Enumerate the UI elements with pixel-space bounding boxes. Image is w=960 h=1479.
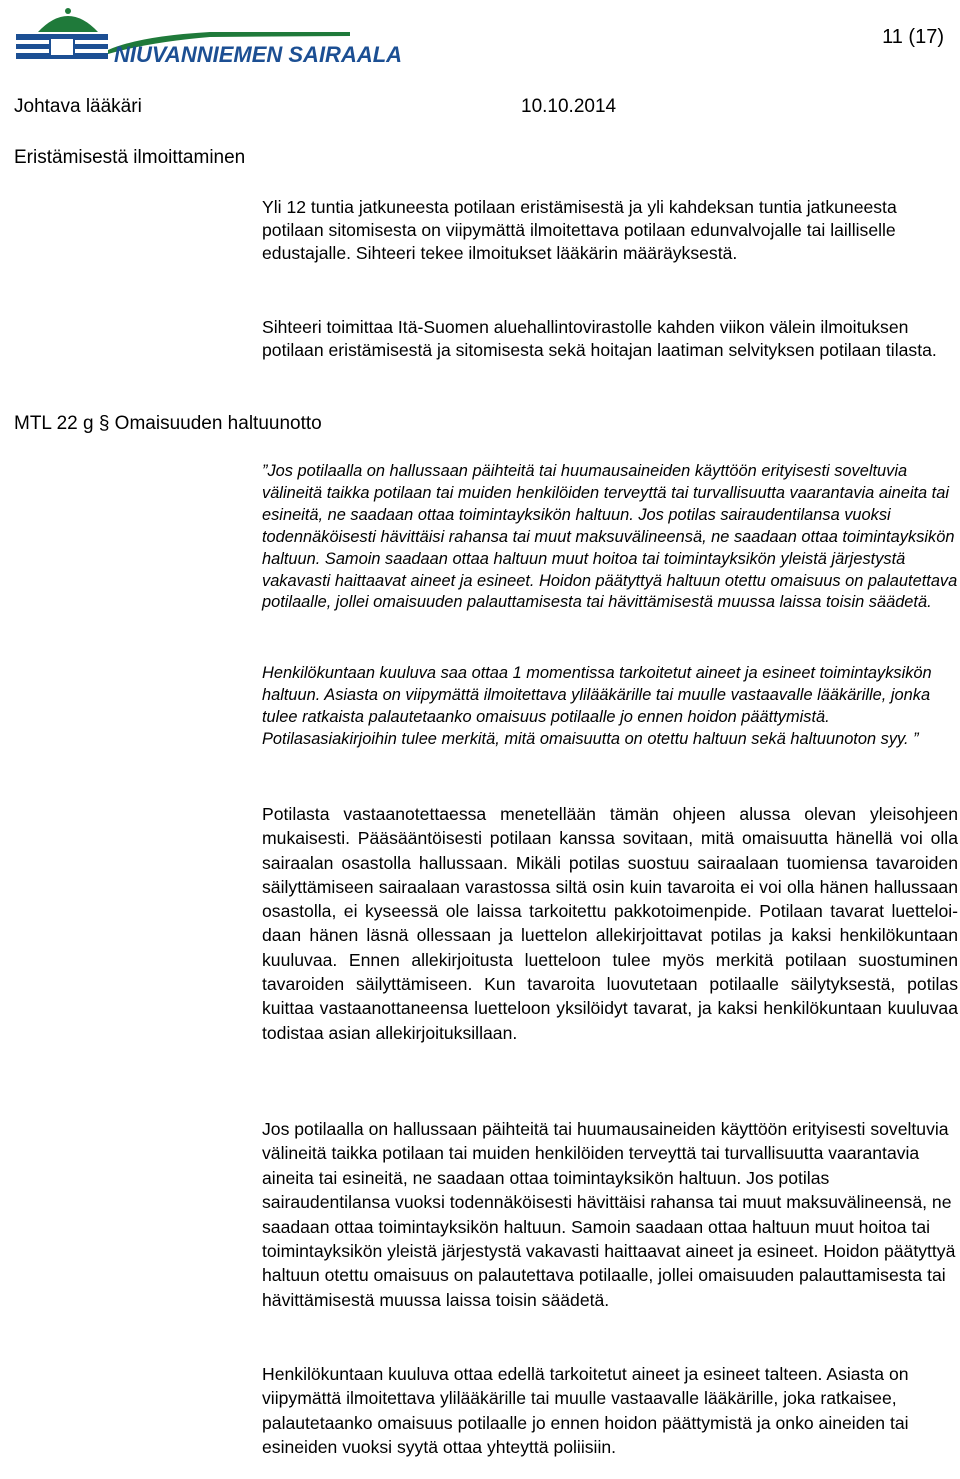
law-quote-moment-2: Henkilökuntaan kuuluva saa ottaa 1 momentissa tarkoitetut aineet ja esineet toimintayksikön haltuun. Asiasta on viipymättä ilmoitettava ylilääkärille tai muulle vastaavalle lääkärille, jonka tulee ratkaista palautetaanko omaisuus potilaalle jo ennen hoidon päättymistä. Potilasasiakirjoihin tulee merkitä, mitä omaisuutta on otettu haltuun sekä haltuunoton syy. ”	[262, 664, 932, 748]
logo-wordmark: NIUVANNIEMEN SAIRAALA	[114, 42, 403, 67]
page-number: 11 (17)	[882, 26, 944, 48]
paragraph-avi-report: Sihteeri toimittaa Itä-Suomen aluehallintovirastolle kahden viikon välein ilmoituksen potilaan eristämisestä ja sitomisesta sekä hoitajan laatiman selvityksen potilaan tilasta.	[262, 317, 937, 360]
document-date: 10.10.2014	[521, 96, 617, 117]
paragraph-seizure-conditions: Jos potilaalla on hallussaan päihteitä tai huumausaineiden käyttöön erityisesti soveltuvia välineitä taikka potilaan tai muiden henkilöiden terveyttä tai turvallisuutta vaarantavia aineita tai esineitä, ne saadaan ottaa toimintayksikön haltuun. Jos potilas sairaudentilansa vuoksi todennäköisesti hävittäisi rahansa tai muut maksuvälineensä, ne saadaan ottaa toimintayksikön haltuun. Samoin saadaan ottaa haltuun muut hoitoa tai toimintayksikön yleistä järjestystä vakavasti haittaavat aineet ja esineet. Hoidon päätyttyä haltuun otettu omaisuus on palautettava potilaalle, jollei omaisuuden palauttamisesta tai hävittämisestä muussa laissa toisin säädetä.	[262, 1119, 956, 1310]
paragraph-admission-procedure: Potilasta vastaanotettaessa menetellään tämän ohjeen alussa olevan yleisohjeen mukaisesti. Pääsääntöisesti potilaan kanssa sovitaan, mitä omaisuutta hänellä voi olla sairaalan osastolla hallussaan. Mikäli potilas suostuu sairaalaan tuomiensa tavaroiden säilyttämiseen sairaalaan varastossa siltä osin kuin tavaroita ei voi olla hänen hallussaan osastolla, ei kyseessä ole laissa tarkoitettu pakkotoimenpide. Potilaan tavarat luetteloidaan hänen läsnä ollessaan ja luettelon allekirjoittavat potilas ja kaksi henkilökuntaan kuuluvaa. Ennen allekirjoitusta luetteloon tulee myös merkitä potilaan suostuminen tavaroiden säilyttämiseen. Kun tavaroita luovutetaan potilaalle säilytyksestä, potilas kuittaa vastaanottaneensa luetteloon yksilöidyt tavarat, ja kaksi henkilökuntaan kuuluvaa todistaa asian allekirjoituksillaan.	[262, 804, 958, 1043]
section-heading-isolation-notice: Eristämisestä ilmoittaminen	[14, 147, 246, 168]
law-quote-moment-1: ”Jos potilaalla on hallussaan päihteitä tai huumausaineiden käyttöön erityisesti soveltuvia välineitä taikka potilaan tai muiden henkilöiden terveyttä tai turvallisuutta vaarantavia aineita tai esineitä, ne saadaan ottaa toimintayksikön haltuun. Jos potilas sairaudentilansa vuoksi todennäköisesti hävittäisi rahansa tai muut maksuvälineensä, ne saadaan ottaa toimintayksikön haltuun. Samoin saadaan ottaa haltuun muut hoitoa tai toimintayksikön yleistä järjestystä vakavasti haittaavat aineet ja esineet. Hoidon päätyttyä haltuun otettu omaisuus on palautettava potilaalle, jollei omaisuuden palauttamisesta tai hävittämisestä muussa laissa toisin säädetä.	[262, 462, 958, 612]
paragraph-isolation-notice: Yli 12 tuntia jatkuneesta potilaan eristämisestä ja yli kahdeksan tuntia jatkuneesta potilaan sitomisesta on viipymättä ilmoitettava potilaan edunvalvojalle tai lailliselle edustajalle. Sihteeri tekee ilmoitukset lääkärin määräyksestä.	[262, 197, 897, 263]
paragraph-seizure-notification: Henkilökuntaan kuuluva ottaa edellä tarkoitetut aineet ja esineet talteen. Asiasta on viipymättä ilmoitettava ylilääkärille tai muulle vastaavalle lääkärille, joka ratkaisee, palautetaanko omaisuus potilaalle jo ennen hoidon päättymistä ja onko aineiden tai esineiden vuoksi syytä ottaa yhteyttä poliisiin.	[262, 1364, 909, 1458]
hospital-logo	[10, 2, 403, 70]
author-role: Johtava lääkäri	[14, 96, 142, 117]
section-heading-property-seizure: MTL 22 g § Omaisuuden haltuunotto	[14, 413, 322, 434]
logo-dome-icon	[38, 16, 98, 32]
